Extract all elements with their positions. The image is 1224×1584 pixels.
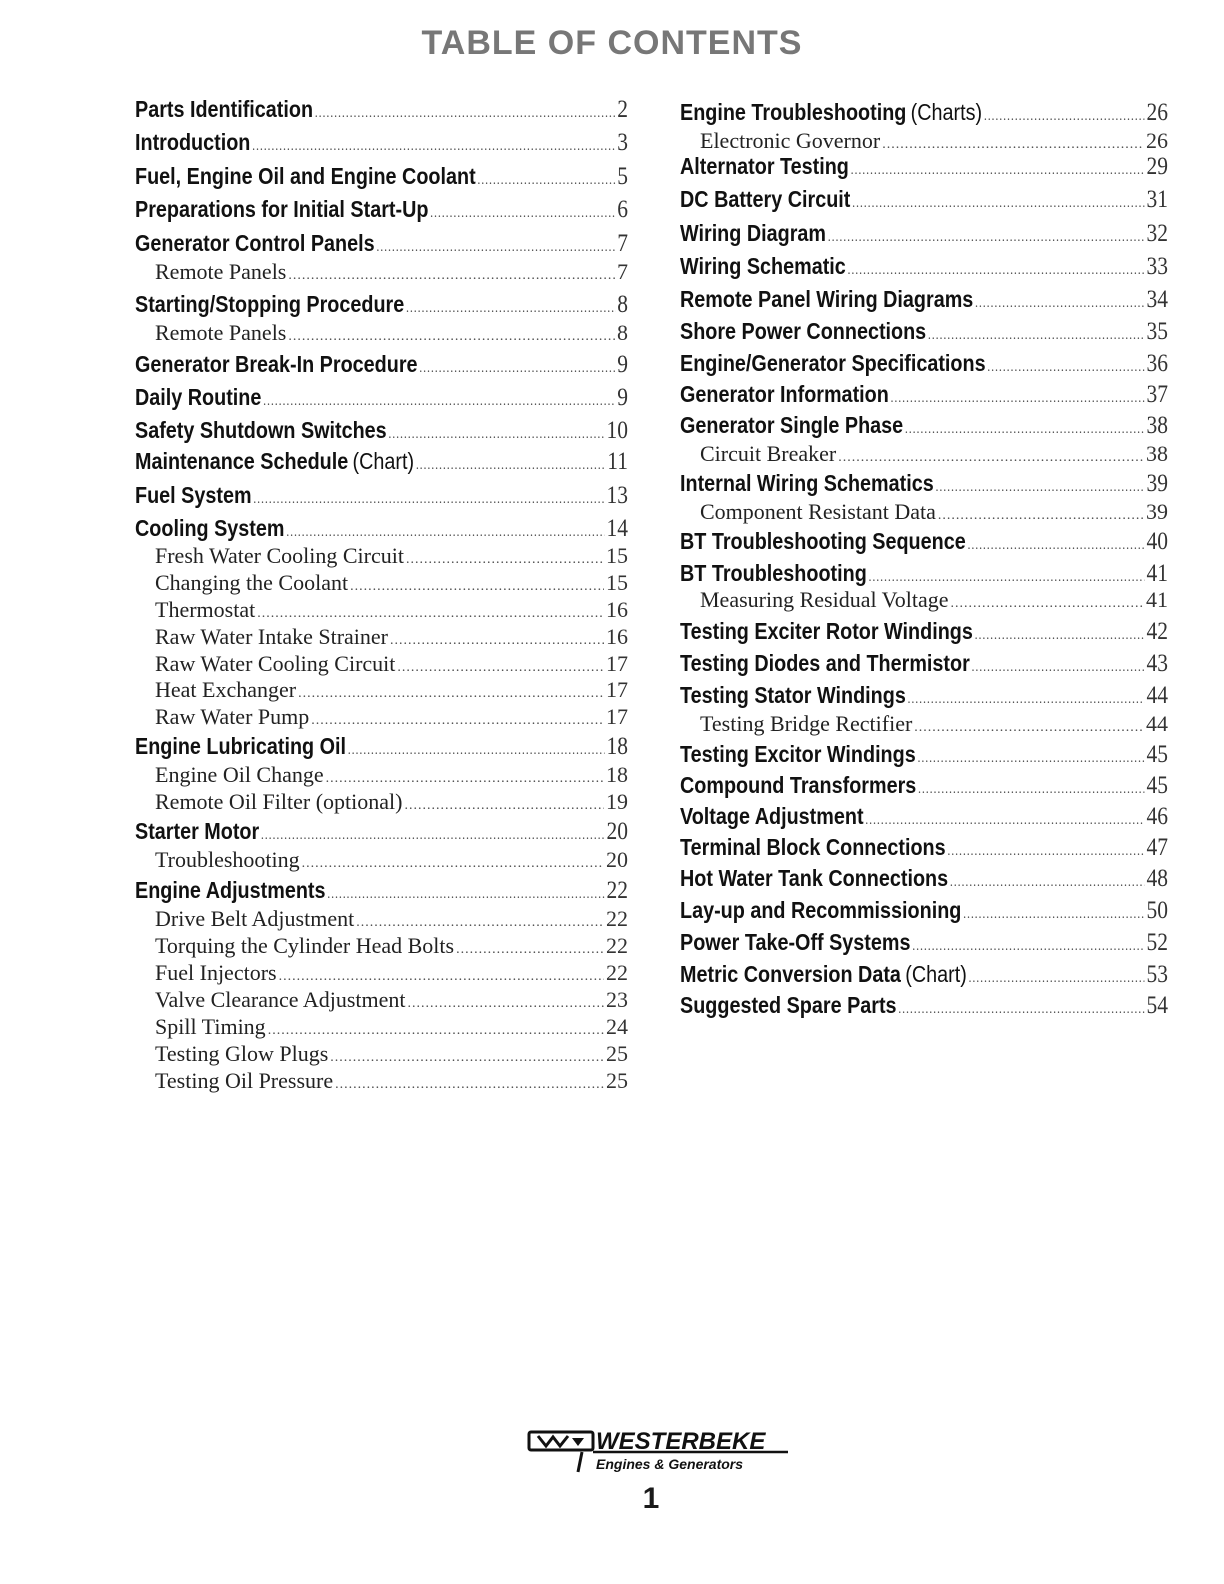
toc-entry-suffix: (Charts) [910, 99, 983, 125]
toc-entry-title: Testing Excitor Windings [680, 741, 916, 767]
toc-entry-page: 13 [606, 482, 628, 509]
toc-entry-page: 54 [1146, 992, 1168, 1019]
toc-entry [135, 515, 628, 543]
toc-entry-title: Fresh Water Cooling Circuit [155, 543, 404, 568]
logo-brand-text: WESTERBEKE [596, 1428, 766, 1455]
page-title: TABLE OF CONTENTS [421, 24, 803, 62]
toc-entry [135, 96, 628, 124]
dot-leader [279, 969, 604, 985]
toc-entry [680, 741, 1168, 769]
dot-leader [326, 771, 604, 787]
toc-entry-title: Valve Clearance Adjustment [155, 987, 406, 1012]
toc-entry-title: Engine/Generator Specifications [680, 350, 986, 376]
toc-entry-title: DC Battery Circuit [680, 186, 851, 212]
toc-entry-page: 45 [1146, 741, 1168, 768]
toc-entry [135, 818, 628, 846]
toc-entry-title: Introduction [135, 129, 251, 155]
toc-entry-title: Shore Power Connections [680, 318, 927, 344]
toc-entry [155, 1068, 628, 1094]
toc-entry-page: 50 [1146, 897, 1168, 924]
toc-entry [680, 412, 1168, 440]
toc-entry-title: Lay-up and Recommissioning [680, 897, 962, 923]
toc-entry [680, 286, 1168, 314]
toc-entry-title: Engine Lubricating Oil [135, 733, 346, 759]
toc-entry [135, 448, 628, 476]
toc-entry [155, 624, 628, 650]
toc-entry-page: 18 [606, 733, 628, 760]
toc-entry-title: Internal Wiring Schematics [680, 470, 934, 496]
toc-entry-title: Wiring Diagram [680, 220, 826, 246]
toc-entry-page: 22 [606, 877, 628, 904]
toc-entry-title: Remote Oil Filter (optional) [155, 789, 403, 814]
toc-entry-page: 17 [606, 651, 628, 676]
toc-entry-title: Troubleshooting [155, 847, 300, 872]
toc-entry-title: Circuit Breaker [700, 441, 837, 466]
dot-leader [967, 538, 1144, 554]
dot-leader [852, 196, 1145, 212]
toc-entry [680, 350, 1168, 378]
toc-entry [680, 650, 1168, 678]
toc-entry-title: Fuel, Engine Oil and Engine Coolant [135, 163, 476, 189]
toc-entry-title: BT Troubleshooting [680, 560, 867, 586]
toc-entry-page: 22 [606, 906, 628, 931]
dot-leader [356, 915, 604, 931]
dot-leader [828, 230, 1145, 246]
toc-entry-page: 3 [617, 129, 628, 156]
dot-leader [388, 427, 604, 443]
dot-leader [257, 606, 604, 622]
toc-entry-page: 7 [617, 259, 628, 284]
toc-entry-page: 20 [606, 818, 628, 845]
dot-leader [406, 552, 604, 568]
dot-leader [848, 263, 1145, 279]
dot-leader [882, 137, 1144, 153]
toc-entry-page: 26 [1146, 99, 1168, 126]
toc-entry-page: 42 [1146, 618, 1168, 645]
dot-leader [253, 492, 605, 508]
page-number: 1 [642, 1482, 660, 1515]
toc-entry-title: Safety Shutdown Switches [135, 417, 387, 443]
toc-entry-page: 38 [1146, 441, 1168, 466]
dot-leader [938, 508, 1144, 524]
toc-entry-title: Starting/Stopping Procedure [135, 291, 405, 317]
toc-entry-title: Hot Water Tank Connections [680, 865, 949, 891]
toc-entry-page: 8 [617, 291, 628, 318]
toc-entry [155, 906, 628, 932]
dot-leader [984, 109, 1145, 125]
toc-entry [155, 933, 628, 959]
toc-entry-page: 9 [617, 351, 628, 378]
dot-leader [286, 525, 605, 541]
toc-entry-page: 41 [1146, 587, 1168, 612]
toc-entry [700, 499, 1168, 525]
dot-leader [261, 828, 605, 844]
toc-entry-page: 44 [1146, 711, 1168, 736]
dot-leader [898, 1002, 1144, 1018]
toc-entry-title: Compound Transformers [680, 772, 917, 798]
toc-entry [155, 704, 628, 730]
toc-entry-page: 22 [606, 933, 628, 958]
dot-leader [914, 720, 1144, 736]
toc-entry-page: 23 [606, 987, 628, 1012]
toc-entry-page: 2 [617, 96, 628, 123]
toc-entry [135, 291, 628, 319]
toc-entry [680, 560, 1168, 588]
toc-entry-page: 37 [1146, 381, 1168, 408]
toc-entry-page: 43 [1146, 650, 1168, 677]
dot-leader [407, 996, 604, 1012]
toc-entry-title: Raw Water Pump [155, 704, 310, 729]
toc-entry-page: 45 [1146, 772, 1168, 799]
toc-entry [700, 441, 1168, 467]
dot-leader [419, 361, 615, 377]
toc-entry-title: Generator Break-In Procedure [135, 351, 418, 377]
toc-entry [155, 987, 628, 1013]
dot-leader [288, 268, 615, 284]
dot-leader [288, 329, 615, 345]
dot-leader [302, 856, 604, 872]
toc-entry [680, 865, 1168, 893]
toc-entry-page: 10 [606, 417, 628, 444]
toc-entry-title: Remote Panel Wiring Diagrams [680, 286, 974, 312]
toc-entry [135, 351, 628, 379]
dot-leader [311, 713, 604, 729]
toc-entry-title: Suggested Spare Parts [680, 992, 897, 1018]
toc-entry [155, 1041, 628, 1067]
toc-entry-title: Starter Motor [135, 818, 260, 844]
toc-entry-page: 46 [1146, 803, 1168, 830]
toc-entry [680, 772, 1168, 800]
toc-entry-page: 18 [606, 762, 628, 787]
toc-entry-title: Testing Diodes and Thermistor [680, 650, 970, 676]
toc-entry-page: 53 [1146, 961, 1168, 988]
toc-entry-page: 38 [1146, 412, 1168, 439]
toc-entry [155, 1014, 628, 1040]
toc-entry-title: Cooling System [135, 515, 285, 541]
dot-leader [838, 450, 1144, 466]
toc-entry-title: Raw Water Intake Strainer [155, 624, 389, 649]
dot-leader [252, 139, 615, 155]
toc-entry-title: Engine Adjustments [135, 877, 326, 903]
toc-entry [680, 153, 1168, 181]
toc-entry [680, 99, 1168, 127]
dot-leader [975, 628, 1145, 644]
toc-entry-title: Engine Troubleshooting [680, 99, 907, 125]
toc-entry [155, 570, 628, 596]
toc-entry-page: 22 [606, 960, 628, 985]
toc-entry-page: 41 [1146, 560, 1168, 587]
toc-entry-page: 44 [1146, 682, 1168, 709]
toc-entry-page: 16 [606, 597, 628, 622]
toc-entry [680, 682, 1168, 710]
toc-entry-title: Engine Oil Change [155, 762, 324, 787]
dot-leader [935, 480, 1144, 496]
dot-leader [263, 394, 615, 410]
toc-entry-title: Terminal Block Connections [680, 834, 946, 860]
toc-entry [680, 318, 1168, 346]
toc-entry [680, 618, 1168, 646]
dot-leader [987, 360, 1144, 376]
toc-entry-page: 36 [1146, 350, 1168, 377]
toc-entry-title: Voltage Adjustment [680, 803, 864, 829]
toc-entry-page: 15 [606, 543, 628, 568]
dot-leader [917, 751, 1144, 767]
toc-entry [680, 381, 1168, 409]
toc-entry [700, 128, 1168, 154]
dot-leader [315, 106, 616, 122]
toc-entry-page: 35 [1146, 318, 1168, 345]
dot-leader [969, 971, 1145, 987]
toc-entry-page: 24 [606, 1014, 628, 1039]
toc-entry [680, 803, 1168, 831]
toc-entry [135, 482, 628, 510]
toc-entry-page: 48 [1146, 865, 1168, 892]
toc-entry [155, 259, 628, 285]
toc-entry [155, 762, 628, 788]
toc-entry-title: Fuel Injectors [155, 960, 277, 985]
dot-leader [268, 1023, 604, 1039]
toc-entry-page: 33 [1146, 253, 1168, 280]
toc-entry-page: 20 [606, 847, 628, 872]
dot-leader [330, 1050, 604, 1066]
toc-entry [700, 587, 1168, 613]
toc-entry-title: Remote Panels [155, 259, 287, 284]
toc-entry-title: Maintenance Schedule [135, 448, 349, 474]
dot-leader [456, 942, 604, 958]
toc-entry [680, 220, 1168, 248]
toc-entry [155, 789, 628, 815]
toc-entry [680, 961, 1168, 989]
toc-entry-title: Testing Stator Windings [680, 682, 906, 708]
toc-entry-title: Power Take-Off Systems [680, 929, 911, 955]
toc-entry [155, 677, 628, 703]
toc-entry [135, 384, 628, 412]
dot-leader [851, 163, 1145, 179]
toc-entry-page: 7 [617, 230, 628, 257]
toc-entry [680, 897, 1168, 925]
toc-entry-page: 9 [617, 384, 628, 411]
toc-entry-page: 47 [1146, 834, 1168, 861]
toc-entry-title: Testing Glow Plugs [155, 1041, 329, 1066]
toc-entry-page: 8 [617, 320, 628, 345]
toc-entry-page: 15 [606, 570, 628, 595]
toc-entry-title: Testing Exciter Rotor Windings [680, 618, 973, 644]
dot-leader [327, 887, 605, 903]
toc-entry [135, 417, 628, 445]
toc-entry-page: 5 [617, 163, 628, 190]
toc-entry-page: 39 [1146, 470, 1168, 497]
dot-leader [905, 422, 1145, 438]
toc-entry [155, 597, 628, 623]
toc-entry-page: 31 [1146, 186, 1168, 213]
dot-leader [350, 579, 604, 595]
toc-entry-title: Generator Single Phase [680, 412, 904, 438]
toc-entry-title: Preparations for Initial Start-Up [135, 196, 429, 222]
toc-entry [680, 992, 1168, 1020]
toc-entry-title: Measuring Residual Voltage [700, 587, 949, 612]
westerbeke-logo [526, 1424, 788, 1476]
toc-entry [680, 253, 1168, 281]
dot-leader [928, 328, 1145, 344]
toc-entry [680, 186, 1168, 214]
dot-leader [477, 173, 615, 189]
dot-leader [376, 240, 615, 256]
dot-leader [975, 296, 1145, 312]
toc-entry [155, 543, 628, 569]
dot-leader [951, 596, 1145, 612]
toc-entry-page: 25 [606, 1068, 628, 1093]
dot-leader [298, 686, 604, 702]
toc-entry-title: Generator Control Panels [135, 230, 375, 256]
toc-entry [680, 834, 1168, 862]
dot-leader [865, 813, 1145, 829]
toc-entry [155, 651, 628, 677]
dot-leader [908, 692, 1145, 708]
toc-entry-title: Spill Timing [155, 1014, 266, 1039]
toc-entry-page: 40 [1146, 528, 1168, 555]
dot-leader [963, 907, 1145, 923]
toc-entry [135, 230, 628, 258]
dot-leader [335, 1077, 604, 1093]
toc-entry-page: 17 [606, 677, 628, 702]
dot-leader [348, 743, 605, 759]
toc-entry-page: 26 [1146, 128, 1168, 153]
toc-entry-title: Wiring Schematic [680, 253, 846, 279]
toc-entry [680, 929, 1168, 957]
toc-entry-suffix: (Chart) [905, 961, 967, 987]
toc-entry-page: 19 [606, 789, 628, 814]
dot-leader [950, 875, 1145, 891]
dot-leader [397, 660, 604, 676]
dot-leader [971, 660, 1144, 676]
toc-entry-title: Raw Water Cooling Circuit [155, 651, 396, 676]
toc-entry-title: Daily Routine [135, 384, 262, 410]
toc-entry-page: 14 [606, 515, 628, 542]
toc-entry [135, 129, 628, 157]
toc-entry [135, 877, 628, 905]
toc-entry-title: Component Resistant Data [700, 499, 936, 524]
toc-entry-page: 17 [606, 704, 628, 729]
dot-leader [416, 458, 606, 474]
dot-leader [406, 301, 616, 317]
toc-entry-page: 29 [1146, 153, 1168, 180]
toc-entry [155, 960, 628, 986]
toc-entry-page: 32 [1146, 220, 1168, 247]
toc-entry [155, 320, 628, 346]
logo-tagline-text: Engines & Generators [596, 1456, 744, 1472]
toc-entry-title: Torquing the Cylinder Head Bolts [155, 933, 455, 958]
toc-entry-page: 34 [1146, 286, 1168, 313]
toc-entry-title: Changing the Coolant [155, 570, 349, 595]
toc-entry-suffix: (Chart) [352, 448, 415, 474]
toc-entry-title: Thermostat [155, 597, 256, 622]
toc-entry-page: 25 [606, 1041, 628, 1066]
toc-entry-page: 6 [617, 196, 628, 223]
toc-entry [135, 163, 628, 191]
toc-entry-page: 11 [607, 448, 628, 475]
dot-leader [912, 939, 1145, 955]
toc-entry [135, 196, 628, 224]
toc-entry-page: 39 [1146, 499, 1168, 524]
dot-leader [869, 570, 1145, 586]
toc-entry-title: Electronic Governor [700, 128, 881, 153]
toc-entry-title: Testing Oil Pressure [155, 1068, 334, 1093]
toc-entry-title: Metric Conversion Data [680, 961, 901, 987]
toc-entry-page: 16 [606, 624, 628, 649]
toc-entry-title: Generator Information [680, 381, 889, 407]
dot-leader [390, 633, 604, 649]
dot-leader [404, 798, 604, 814]
dot-leader [430, 206, 615, 222]
dot-leader [918, 782, 1145, 798]
toc-entry-page: 52 [1146, 929, 1168, 956]
dot-leader [947, 844, 1144, 860]
toc-entry [135, 733, 628, 761]
toc-entry [700, 711, 1168, 737]
toc-entry-title: Alternator Testing [680, 153, 849, 179]
toc-entry-title: BT Troubleshooting Sequence [680, 528, 966, 554]
toc-entry [155, 847, 628, 873]
toc-entry-title: Parts Identification [135, 96, 314, 122]
toc-entry [680, 528, 1168, 556]
toc-entry-title: Testing Bridge Rectifier [700, 711, 913, 736]
dot-leader [891, 391, 1145, 407]
toc-entry-title: Heat Exchanger [155, 677, 297, 702]
toc-entry-title: Drive Belt Adjustment [155, 906, 355, 931]
toc-entry-title: Fuel System [135, 482, 252, 508]
toc-entry [680, 470, 1168, 498]
toc-entry-title: Remote Panels [155, 320, 287, 345]
